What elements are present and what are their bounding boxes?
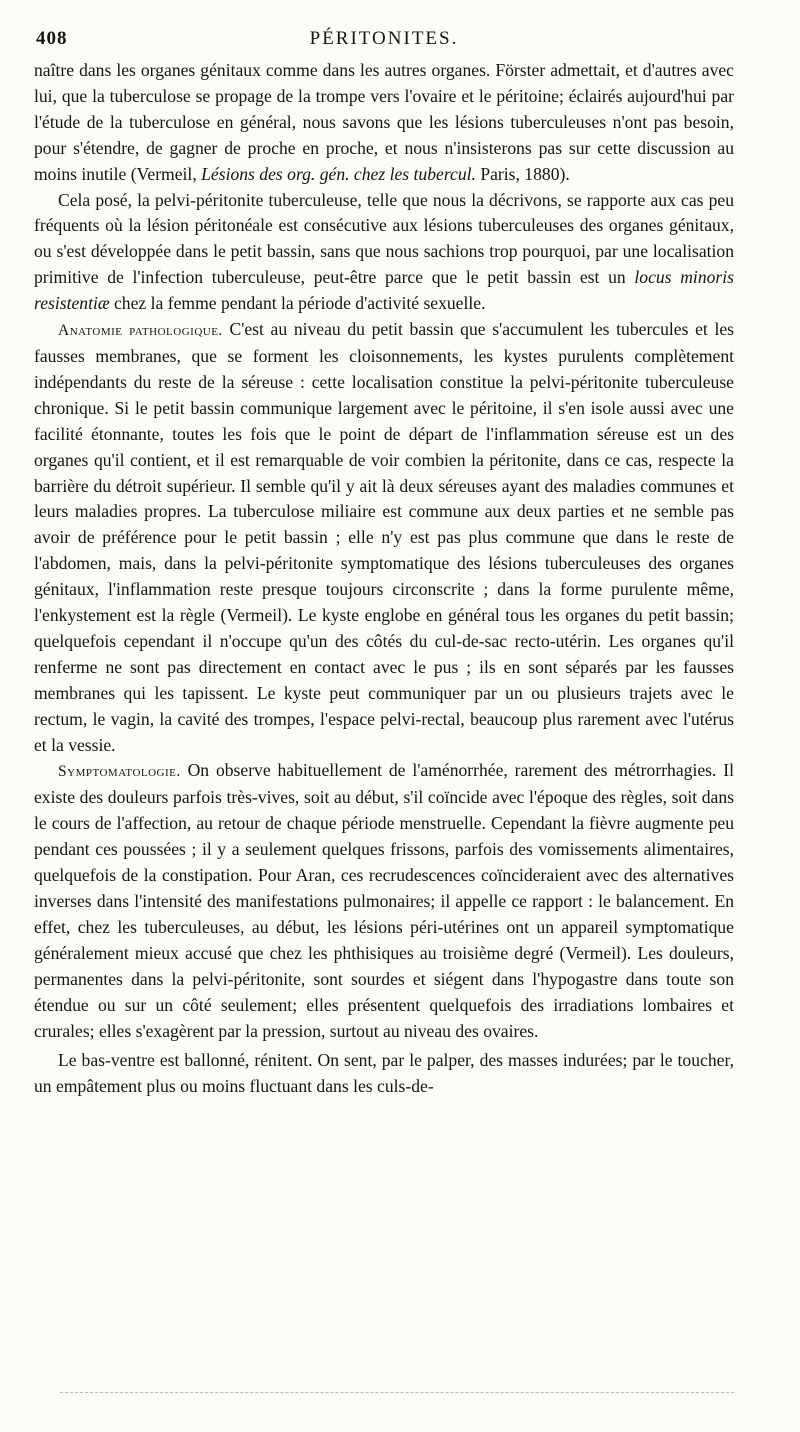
text-run: naître dans les organes génitaux comme dans les autres organes. Förster admettait, et d'autres avec lui, que la tuberculose se propage de la trompe vers l'ovaire et le péritoine; éclairés aujourd'hui par l'étude de la tuberculose en général, nous savons que les lésions tuberculeuses n'ont pas besoin, pour s'étendre, de gagner de proche en proche, et nous n'insisterons pas sur cette discussion au moins inutile (Vermeil,	[34, 60, 734, 184]
paragraph-p4	[34, 758, 734, 1044]
page-number: 408	[36, 28, 68, 49]
section-heading: Anatomie pathologique.	[58, 322, 223, 340]
paragraph-p2	[34, 188, 734, 318]
italic-citation: Lésions des org. gén. chez les tubercul.	[201, 163, 476, 184]
page-header	[34, 28, 734, 58]
text-run: chez la femme pendant la période d'activité sexuelle.	[109, 293, 486, 314]
paragraph-p1	[34, 58, 734, 188]
text-run: Paris, 1880).	[475, 163, 570, 184]
paragraph-p5	[34, 1048, 734, 1100]
italic-citation: locus minoris resistentiæ	[34, 267, 734, 314]
text-run: Cela posé, la pelvi-péritonite tuberculeuse, telle que nous la décrivons, se rapporte aux cas peu fréquents où la lésion péritonéale est consécutive aux lésions tuberculeuses des organes génitaux, ou s'est développée dans le petit bassin, sans que nous sachions trop pourquoi, par une localisation primitive de l'infection tuberculeuse, peut-être parce que le petit bassin est un	[34, 189, 734, 288]
section-heading: Symptomatologie.	[58, 763, 181, 781]
body-text	[34, 58, 734, 1100]
running-title: PÉRITONITES.	[309, 28, 459, 49]
text-run: On observe habituellement de l'aménorrhée, rarement des métrorrhagies. Il existe des douleurs parfois très-vives, soit au début, s'il coïncide avec l'époque des règles, soit dans le cours de l'affection, au retour de chaque période menstruelle. Cependant la fièvre augmente peu pendant ces poussées ; il y a seulement quelques frissons, parfois des vomissements alimentaires, quelquefois de la constipation. Pour Aran, ces recrudescences coïncideraient avec des alternatives inverses dans l'intensité des manifestations pulmonaires; il appelle ce rapport : le balancement. En effet, chez les tuberculeuses, au début, les lésions péri-utérines ont un appareil symptomatique généralement mieux accusé que chez les phthisiques au troisième degré (Vermeil). Les douleurs, permanentes dans la pelvi-péritonite, sont sourdes et siégent dans l'hypogastre dans toute son étendue ou sur un côté seulement; elles présentent quelquefois des irradiations lombaires et crurales; elles s'exagèrent par la pression, surtout au niveau des ovaires.	[34, 760, 734, 1041]
paragraph-p3	[34, 317, 734, 758]
footer-rule	[60, 1392, 734, 1393]
text-run: Le bas-ventre est ballonné, rénitent. On sent, par le palper, des masses indurées; par le toucher, un empâtement plus ou moins fluctuant dans les culs-de-	[34, 1050, 734, 1097]
text-run: C'est au niveau du petit bassin que s'accumulent les tubercules et les fausses membranes, que se forment les cloisonnements, les kystes purulents complètement indépendants du reste de la séreuse : cette localisation constitue la pelvi-péritonite tuberculeuse chronique. Si le petit bassin communique largement avec le péritoine, il s'en isole aussi avec une facilité étonnante, toutes les fois que le point de départ de l'inflammation séreuse est un des organes qu'il contient, et il est remarquable de voir combien la péritonite, dans ce cas, respecte la barrière du détroit supérieur. Il semble qu'il y ait là deux séreuses ayant des maladies communes et leurs maladies propres. La tuberculose miliaire est commune aux deux parties et ne semble pas avoir de préférence pour le petit bassin ; elle n'y est pas plus commune que dans le reste de l'abdomen, mais, dans la pelvi-péritonite symptomatique des lésions tuberculeuses des organes génitaux, l'inflammation reste presque toujours circonscrite ; dans la forme purulente même, l'enkystement est la règle (Vermeil). Le kyste englobe en général tous les organes du petit bassin; quelquefois cependant il n'occupe qu'un des côtés du cul-de-sac recto-utérin. Les organes qu'il renferme ne sont pas directement en contact avec le pus ; ils en sont séparés par les fausses membranes qui les tapissent. Le kyste peut communiquer par un ou plusieurs trajets avec le rectum, le vagin, la cavité des trompes, l'espace pelvi-rectal, beaucoup plus rarement avec l'utérus et la vessie.	[34, 319, 734, 755]
